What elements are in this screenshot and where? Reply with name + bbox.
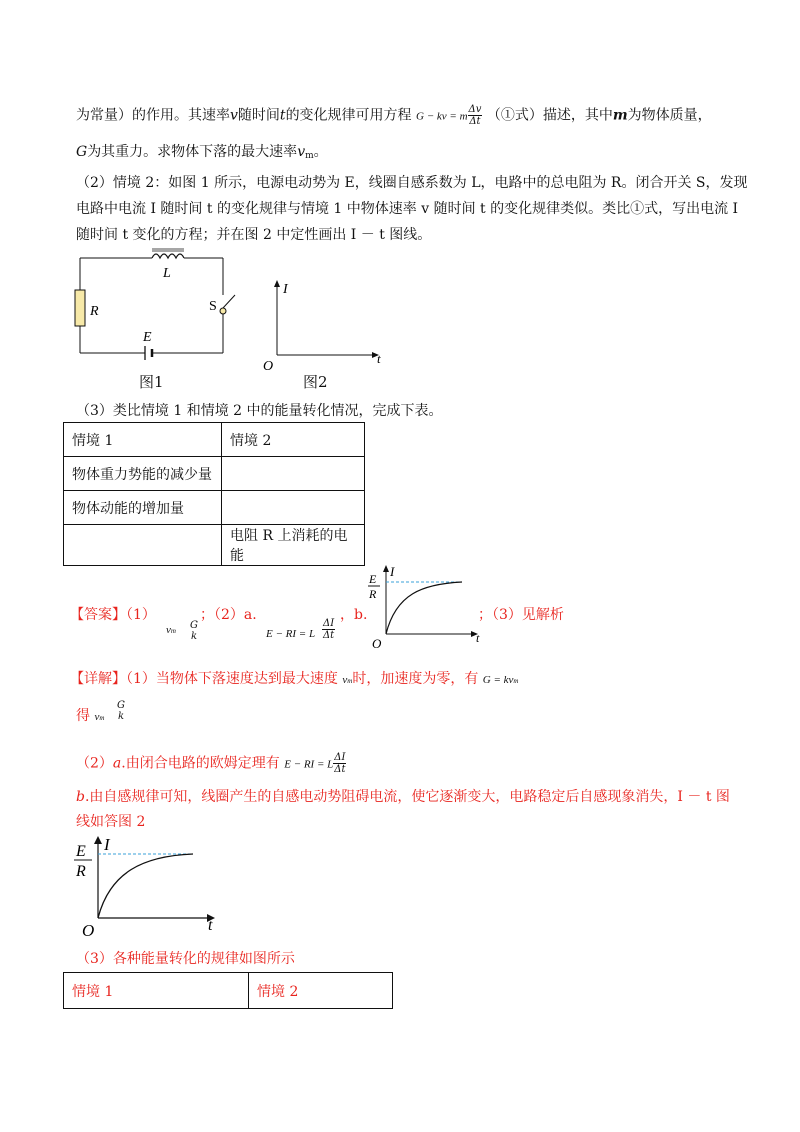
label-L: L (163, 266, 171, 281)
energy-table (63, 422, 365, 566)
table-cell: 情境 2 (249, 973, 393, 1009)
problem-line-2 (76, 141, 328, 161)
var-v: v (342, 674, 348, 686)
text: 为物体质量， (627, 107, 712, 124)
var-t: t (279, 107, 286, 124)
figure2-caption: 图2 (303, 373, 328, 391)
frac-num: G (117, 700, 125, 711)
axis-t: t (208, 917, 213, 934)
table-cell (64, 525, 222, 566)
table-row (64, 973, 393, 1009)
table-cell: 电阻 R 上消耗的电能 (222, 525, 365, 566)
axis-I: I (283, 282, 288, 297)
table-cell (222, 491, 365, 525)
origin-O: O (82, 921, 95, 940)
table-cell: 情境 1 (64, 973, 249, 1009)
label-R: R (369, 587, 377, 601)
equation-1-left: G − kv = m (416, 110, 468, 123)
problem-line-1 (76, 104, 712, 127)
graph2-figure (255, 275, 390, 375)
detail-graph (68, 832, 228, 942)
text: .由闭合电路的欧姆定理有 (121, 755, 280, 772)
text: 。 (313, 144, 328, 160)
part2-line-2: 电路中电流 I 随时间 t 的变化规律与情境 1 中物体速率 v 随时间 t 的变化规律类似。类比①式，写出电流 I (76, 201, 739, 217)
var-v: v (94, 711, 100, 723)
answer-line (70, 604, 156, 624)
text: 时，加速度为零，有 (352, 671, 479, 687)
detail-line-6: （3）各种能量转化的规律如图所示 (76, 951, 295, 967)
var-v: v (230, 107, 238, 124)
label-E: E (369, 572, 377, 586)
axis-t: t (377, 351, 381, 366)
table-cell: 情境 1 (64, 423, 222, 457)
answer-semi-2: ；（3）见解析 (478, 607, 564, 623)
answer-graph (362, 562, 487, 652)
frac-den: k (117, 711, 125, 722)
var-a: a (112, 755, 122, 772)
text: （1） (126, 607, 156, 623)
origin-O: O (263, 359, 274, 374)
text: 得 (76, 708, 90, 724)
axis-I: I (390, 564, 395, 579)
circuit-figure (70, 245, 240, 390)
frac-den: k (190, 631, 198, 642)
axis-I: I (104, 835, 110, 854)
part2-line-3: 随时间 t 变化的方程；并在图 2 中定性画出 I － t 图线。 (76, 227, 432, 243)
var-v: v (166, 624, 171, 636)
table-row (64, 457, 365, 491)
detail-line-5: 线如答图 2 (76, 814, 146, 830)
origin-O: O (372, 636, 382, 651)
detail-line-2 (76, 705, 104, 725)
text: 的变化规律可用方程 (285, 107, 412, 124)
part3-line: （3）类比情境 1 和情境 2 中的能量转化情况，完成下表。 (76, 403, 443, 419)
var-vm: v (297, 144, 306, 160)
table-cell: 物体动能的增加量 (64, 491, 222, 525)
frac-den: Δt (322, 630, 335, 641)
axis-t: t (476, 631, 480, 645)
answer-eq2-fraction (322, 618, 335, 641)
label-R: R (90, 304, 99, 319)
var-G: G (76, 144, 88, 160)
subscript: m (305, 151, 314, 161)
detail-eq-fraction (333, 752, 346, 775)
frac-num: ΔI (334, 752, 346, 763)
answer-G-over-k (189, 620, 199, 642)
part2-line-1: （2）情境 2：如图 1 所示，电源电动势为 E，线圈自感系数为 L，电路中的总电阻为 R。闭合开关 S，发现 (76, 175, 748, 191)
detail-label: 【详解】 (70, 671, 126, 687)
text: 为常量）的作用。其速率 (76, 107, 230, 124)
subscript: m (347, 677, 353, 685)
detail-line-4 (76, 786, 730, 806)
text: （2） (76, 755, 113, 772)
frac-den: Δt (469, 116, 481, 127)
frac-den: Δt (334, 764, 346, 775)
subscript: m (170, 627, 176, 635)
label-E: E (76, 843, 86, 860)
answer-semi-1: ；（2）a. (200, 607, 257, 623)
answer-eq2-left: E − RI = L (266, 628, 316, 640)
equation: G = kv (482, 674, 514, 686)
detail-G-over-k (116, 700, 126, 722)
answer-vm (166, 624, 176, 636)
label-E: E (143, 330, 152, 345)
table-cell (222, 457, 365, 491)
figure1-caption: 图1 (139, 373, 164, 391)
equation-1-fraction (468, 104, 483, 127)
frac-num: ΔI (323, 618, 335, 629)
frac-num: Δv (468, 104, 482, 115)
subscript: m (513, 677, 519, 685)
text: 为其重力。求物体下落的最大速率 (87, 144, 298, 160)
var-m: m (612, 107, 628, 124)
text: .由自感规律可知，线圈产生的自感电动势阻碍电流，使它逐渐变大，电路稳定后自感现象消失，I － t 图 (84, 789, 730, 805)
label-S: S (209, 299, 217, 314)
text: 随时间 (237, 107, 280, 124)
answer-label: 【答案】 (70, 607, 126, 623)
answer-b: ，b. (340, 607, 368, 623)
equation-left: E − RI = L (284, 758, 334, 771)
subscript: m (99, 714, 105, 722)
table-cell: 物体重力势能的减少量 (64, 457, 222, 491)
var-b: b (76, 789, 85, 805)
detail-line-1 (70, 668, 518, 688)
table-cell: 情境 2 (222, 423, 365, 457)
table-row (64, 423, 365, 457)
frac-num: G (190, 620, 198, 631)
table-row (64, 491, 365, 525)
text: （①式）描述，其中 (486, 107, 613, 124)
text: （1）当物体下落速度达到最大速度 (126, 671, 338, 687)
label-R: R (76, 863, 86, 880)
detail-line-3 (76, 752, 346, 775)
table-row (64, 525, 365, 566)
energy-table-answer (63, 972, 393, 1009)
